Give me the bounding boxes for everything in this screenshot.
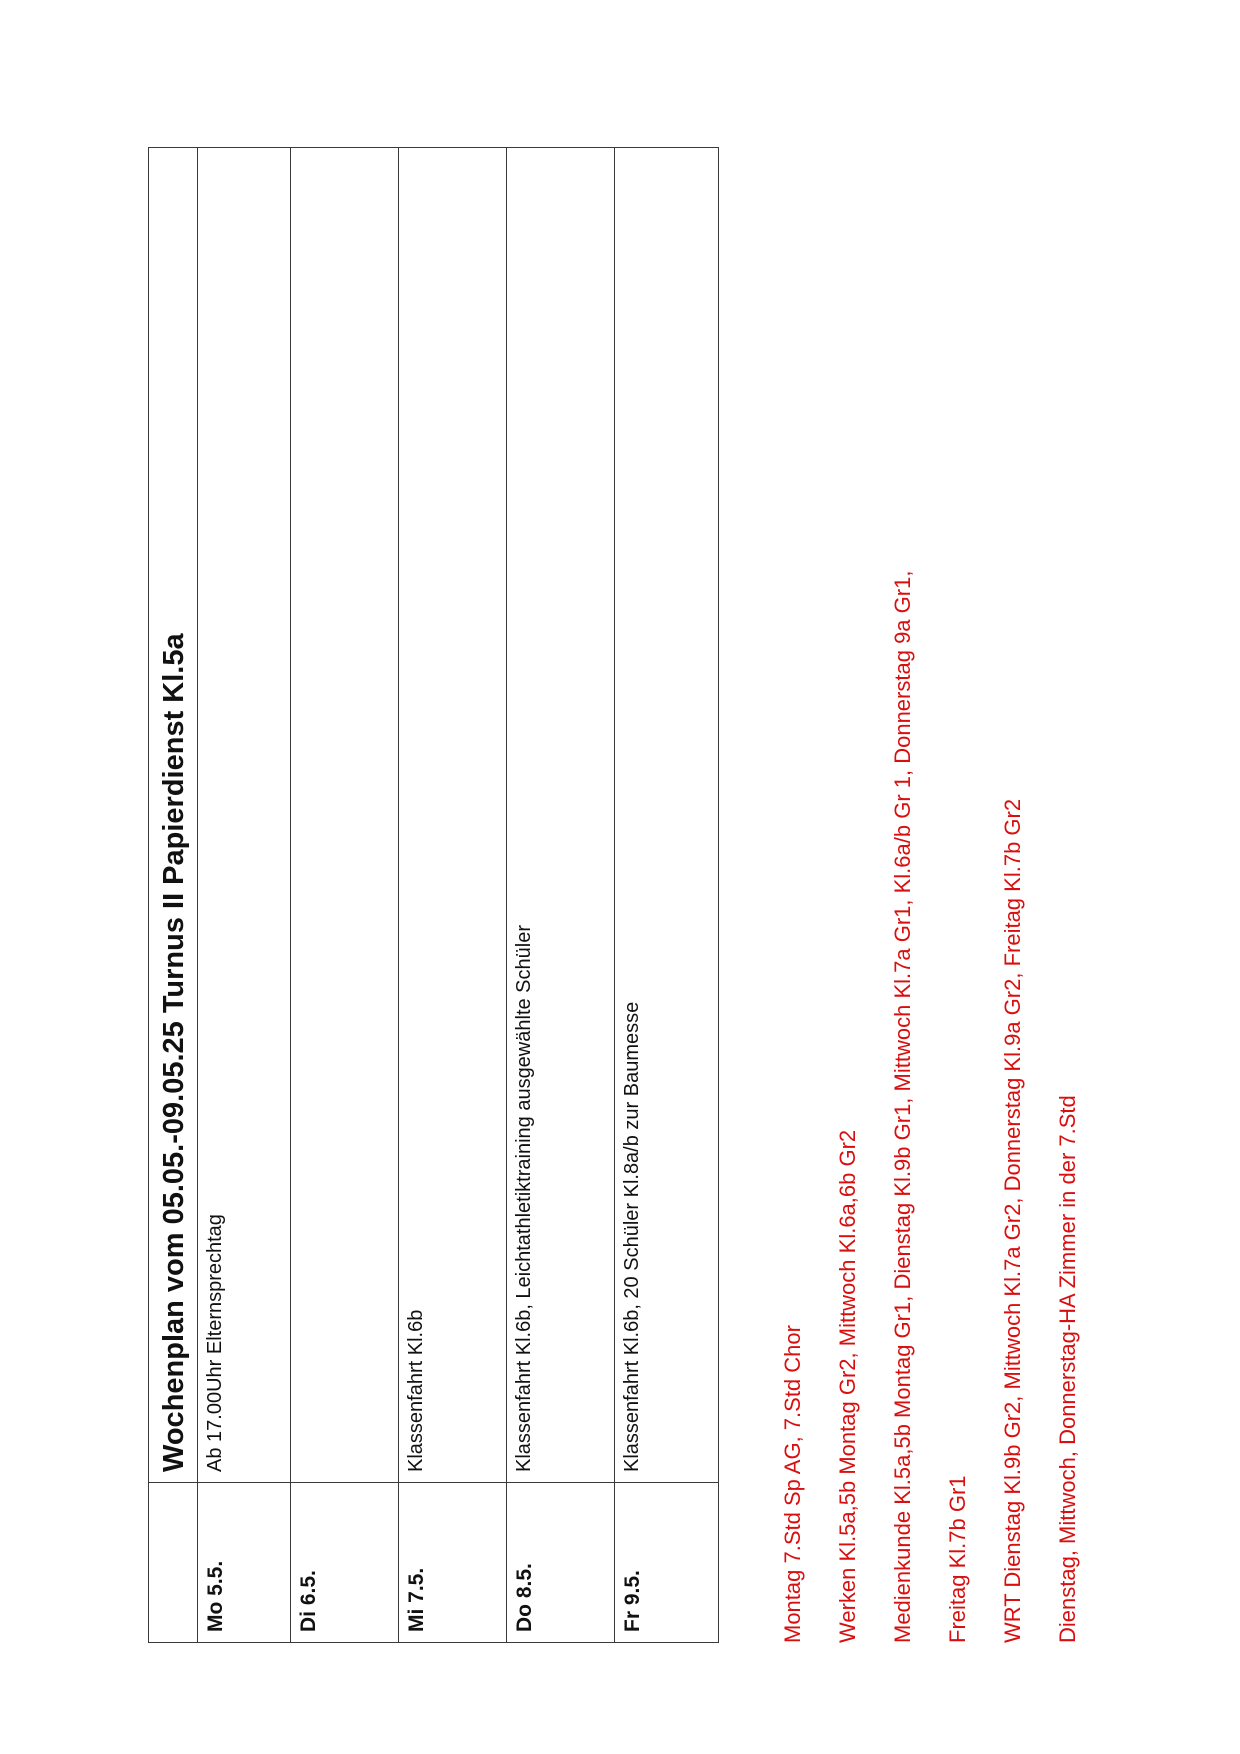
day-entry <box>291 148 399 1483</box>
notes-section <box>778 143 1108 1643</box>
day-label: Di 6.5. <box>291 1483 399 1643</box>
table-row <box>291 148 399 1643</box>
day-entry: Klassenfahrt Kl.6b, 20 Schüler Kl.8a/b zur Baumesse <box>615 148 719 1483</box>
table-row <box>399 148 507 1643</box>
header-empty-cell <box>149 1483 198 1643</box>
day-label: Fr 9.5. <box>615 1483 719 1643</box>
table-row <box>615 148 719 1643</box>
day-entry: Ab 17.00Uhr Elternsprechtag <box>198 148 291 1483</box>
day-label: Mo 5.5. <box>198 1483 291 1643</box>
day-entry: Klassenfahrt Kl.6b <box>399 148 507 1483</box>
table-row <box>507 148 615 1643</box>
note-line: Montag 7.Std Sp AG, 7.Std Chor <box>780 1325 805 1643</box>
table-header-row <box>149 148 198 1643</box>
note-line: Dienstag, Mittwoch, Donnerstag-HA Zimmer in der 7.Std <box>1055 1095 1080 1643</box>
table-row <box>198 148 291 1643</box>
note-line: Freitag Kl.7b Gr1 <box>945 1475 970 1643</box>
page-title: Wochenplan vom 05.05.-09.05.25 Turnus II Papierdienst Kl.5a <box>149 148 198 1483</box>
note-line: Werken Kl.5a,5b Montag Gr2, Mittwoch Kl.6a,6b Gr2 <box>835 1129 860 1643</box>
day-label: Mi 7.5. <box>399 1483 507 1643</box>
day-label: Do 8.5. <box>507 1483 615 1643</box>
note-line: WRT Dienstag Kl.9b Gr2, Mittwoch Kl.7a Gr2, Donnerstag Kl.9a Gr2, Freitag Kl.7b Gr2 <box>1000 798 1025 1643</box>
day-entry: Klassenfahrt Kl.6b, Leichtathletiktraining ausgewählte Schüler <box>507 148 615 1483</box>
note-line: Medienkunde Kl.5a,5b Montag Gr1, Dienstag Kl.9b Gr1, Mittwoch Kl.7a Gr1, Kl.6a/b Gr 1, Donnerstag 9a Gr1, <box>890 570 915 1643</box>
weekly-plan-table <box>148 147 719 1643</box>
